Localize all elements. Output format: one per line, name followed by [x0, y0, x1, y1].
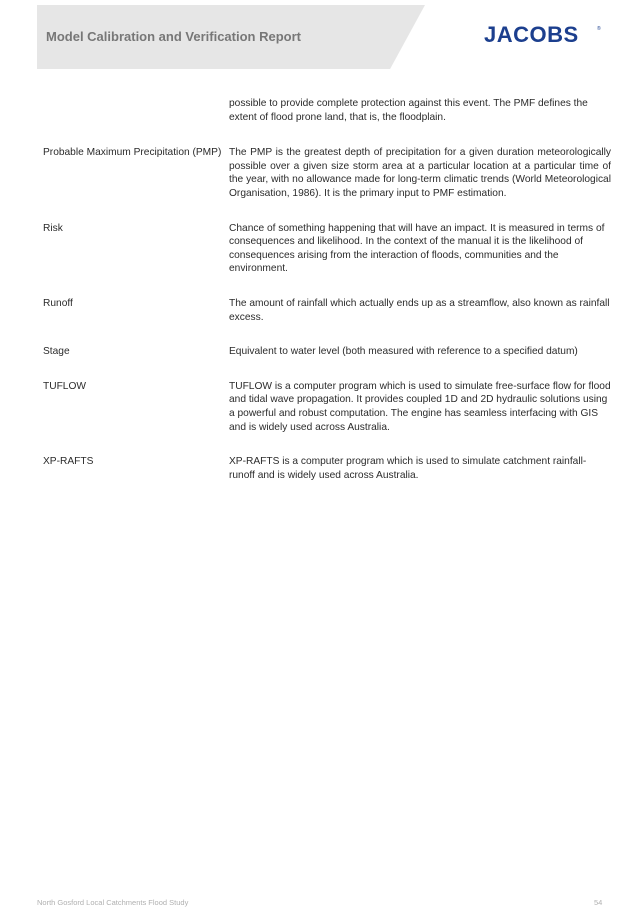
glossary-definition: The amount of rainfall which actually ends up as a streamflow, also known as rainfall excess. [229, 297, 610, 323]
registered-mark: ® [597, 26, 601, 32]
footer-page-number: 54 [594, 898, 603, 907]
glossary-definition: Chance of something happening that will have an impact. It is measured in terms of consequences and likelihood. In the context of the manual it is the likelihood of consequences arising from the interaction of floods, communities and the environment. [229, 222, 605, 275]
glossary-definition: TUFLOW is a computer program which is used to simulate free-surface flow for flood and tidal wave propagation. It provides coupled 1D and 2D hydraulic solutions using a powerful and robust computation. The engine has seamless interfacing with GIS and is widely used across Australia. [229, 380, 611, 433]
glossary-term: Runoff [43, 297, 73, 309]
glossary-term: Stage [43, 346, 70, 358]
glossary-row-pmp [43, 146, 611, 200]
glossary-definition: XP-RAFTS is a computer program which is used to simulate catchment rainfall-runoff and is widely used across Australia. [229, 456, 587, 481]
glossary-row-continuation [43, 97, 611, 124]
glossary-term: Risk [43, 222, 63, 234]
glossary-row-stage [43, 345, 611, 359]
glossary-row-runoff [43, 297, 611, 324]
glossary-term: XP-RAFTS [43, 456, 94, 468]
glossary-definition: The PMP is the greatest depth of precipitation for a given duration meteorologically possible over a given size storm area at a particular location at a particular time of the year, with no allowance made for long-term climatic trends (World Meteorological Organisation, 1986). It is the primary input to PMF estimation. [229, 147, 611, 199]
glossary-term-empty [43, 97, 229, 124]
glossary-definition-continuation: possible to provide complete protection against this event. The PMF defines the extent of flood prone land, that is, the floodplain. [229, 98, 588, 123]
glossary-term: TUFLOW [43, 380, 87, 392]
glossary-definition: Equivalent to water level (both measured with reference to a specified datum) [229, 346, 578, 358]
jacobs-logo: JACOBS [484, 22, 579, 47]
document-title: Model Calibration and Verification Report [46, 29, 301, 44]
footer-document-name: North Gosford Local Catchments Flood Study [37, 898, 189, 907]
glossary-row-xp-rafts [43, 455, 611, 482]
glossary [43, 97, 611, 482]
glossary-row-tuflow [43, 380, 611, 434]
glossary-row-risk [43, 222, 611, 276]
glossary-term: Probable Maximum Precipitation (PMP) [43, 147, 222, 159]
